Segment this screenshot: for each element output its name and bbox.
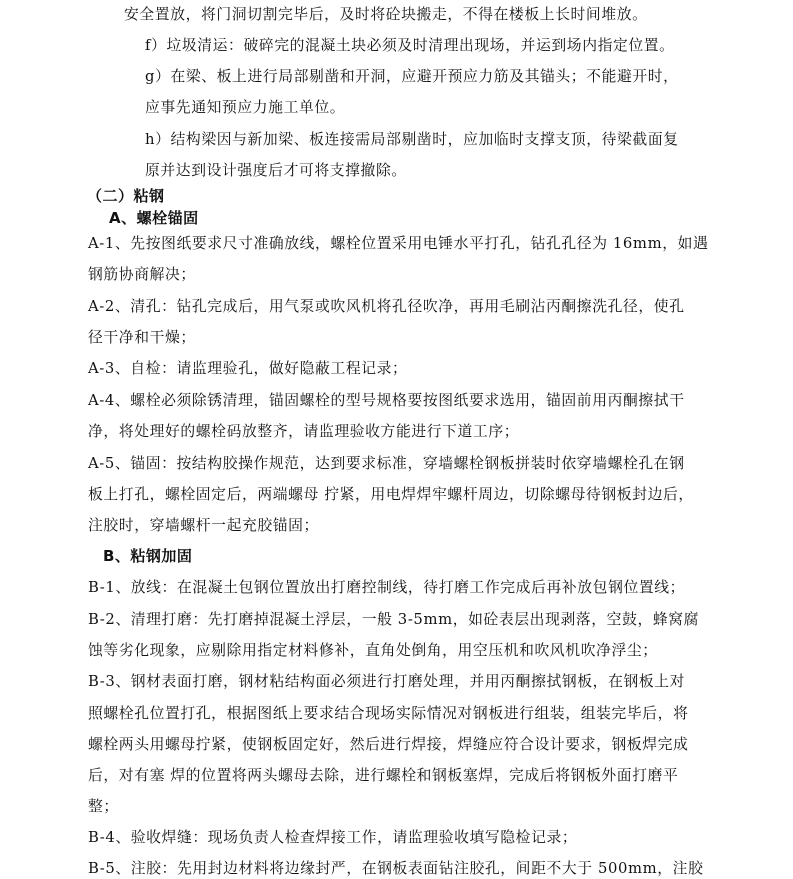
text-line: A-2、清孔：钻孔完成后，用气泵或吹风机将孔径吹净，再用毛刷沾丙酮擦洗孔径，使孔 [88, 298, 685, 315]
text-line: 板上打孔，螺栓固定后，两端螺母 拧紧，用电焊焊牢螺杆周边，切除螺母待钢板封边后， [88, 486, 694, 503]
text-line: f）垃圾清运：破碎完的混凝土块必须及时清理出现场，并运到场内指定位置。 [145, 37, 675, 54]
text-line: 钢筋协商解决； [88, 266, 196, 283]
text-line: g）在梁、板上进行局部剔凿和开洞，应避开预应力筋及其锚头；不能避开时， [145, 68, 679, 85]
text-line: 安全置放，将门洞切割完毕后，及时将砼块搬走，不得在楼板上长时间堆放。 [124, 6, 648, 23]
subsection-heading: B、粘钢加固 [103, 547, 193, 565]
text-line: 原并达到设计强度后才可将支撑撤除。 [145, 162, 407, 179]
text-line: 蚀等劣化现象，应剔除用指定材料修补，直角处倒角，用空压机和吹风机吹净浮尘； [88, 642, 658, 659]
text-line: h）结构梁因与新加梁、板连接需局部剔凿时，应加临时支撑支顶，待梁截面复 [145, 131, 679, 148]
text-line: B-2、清理打磨：先打磨掉混凝土浮层，一般 3-5mm，如砼表层出现剥落，空鼓，蜂窝腐 [88, 611, 700, 628]
subsection-heading: A、螺栓锚固 [109, 209, 199, 227]
text-line: B-4、验收焊缝：现场负责人检查焊接工作，请监理验收填写隐检记录； [88, 829, 578, 846]
text-line: B-5、注胶：先用封边材料将边缘封严，在钢板表面钻注胶孔，间距不大于 500mm，注胶 [88, 860, 704, 877]
text-line: 螺栓两头用螺母拧紧，使钢板固定好，然后进行焊接，焊缝应符合设计要求，钢板焊完成 [88, 736, 689, 753]
text-line: 应事先通知预应力施工单位。 [145, 99, 346, 116]
text-line: 整； [88, 798, 119, 815]
text-line: 照螺栓孔位置打孔，根据图纸上要求结合现场实际情况对钢板进行组装，组装完毕后，将 [88, 705, 689, 722]
section-heading: （二）粘钢 [87, 187, 165, 205]
text-line: A-4、螺栓必须除锈清理，锚固螺栓的型号规格要按图纸要求选用，锚固前用丙酮擦拭干 [88, 392, 685, 409]
text-line: 注胶时，穿墙螺杆一起充胶锚固； [88, 517, 319, 534]
text-line: 后，对有塞 焊的位置将两头螺母去除，进行螺栓和钢板塞焊，完成后将钢板外面打磨平 [88, 767, 679, 784]
text-line: B-3、钢材表面打磨，钢材粘结构面必须进行打磨处理，并用丙酮擦拭钢板，在钢板上对 [88, 673, 686, 690]
text-line: B-1、放线：在混凝土包钢位置放出打磨控制线，待打磨工作完成后再补放包钢位置线； [88, 579, 686, 596]
text-line: A-3、自检：请监理验孔，做好隐蔽工程记录； [88, 360, 408, 377]
text-line: A-1、先按图纸要求尺寸准确放线，螺栓位置采用电锤水平打孔，钻孔孔径为 16mm，如遇 [88, 235, 709, 252]
text-line: A-5、锚固：按结构胶操作规范，达到要求标准，穿墙螺栓钢板拼装时依穿墙螺栓孔在钢 [88, 455, 685, 472]
text-line: 径干净和干燥； [88, 329, 196, 346]
text-line: 净，将处理好的螺栓码放整齐，请监理验收方能进行下道工序； [88, 423, 520, 440]
